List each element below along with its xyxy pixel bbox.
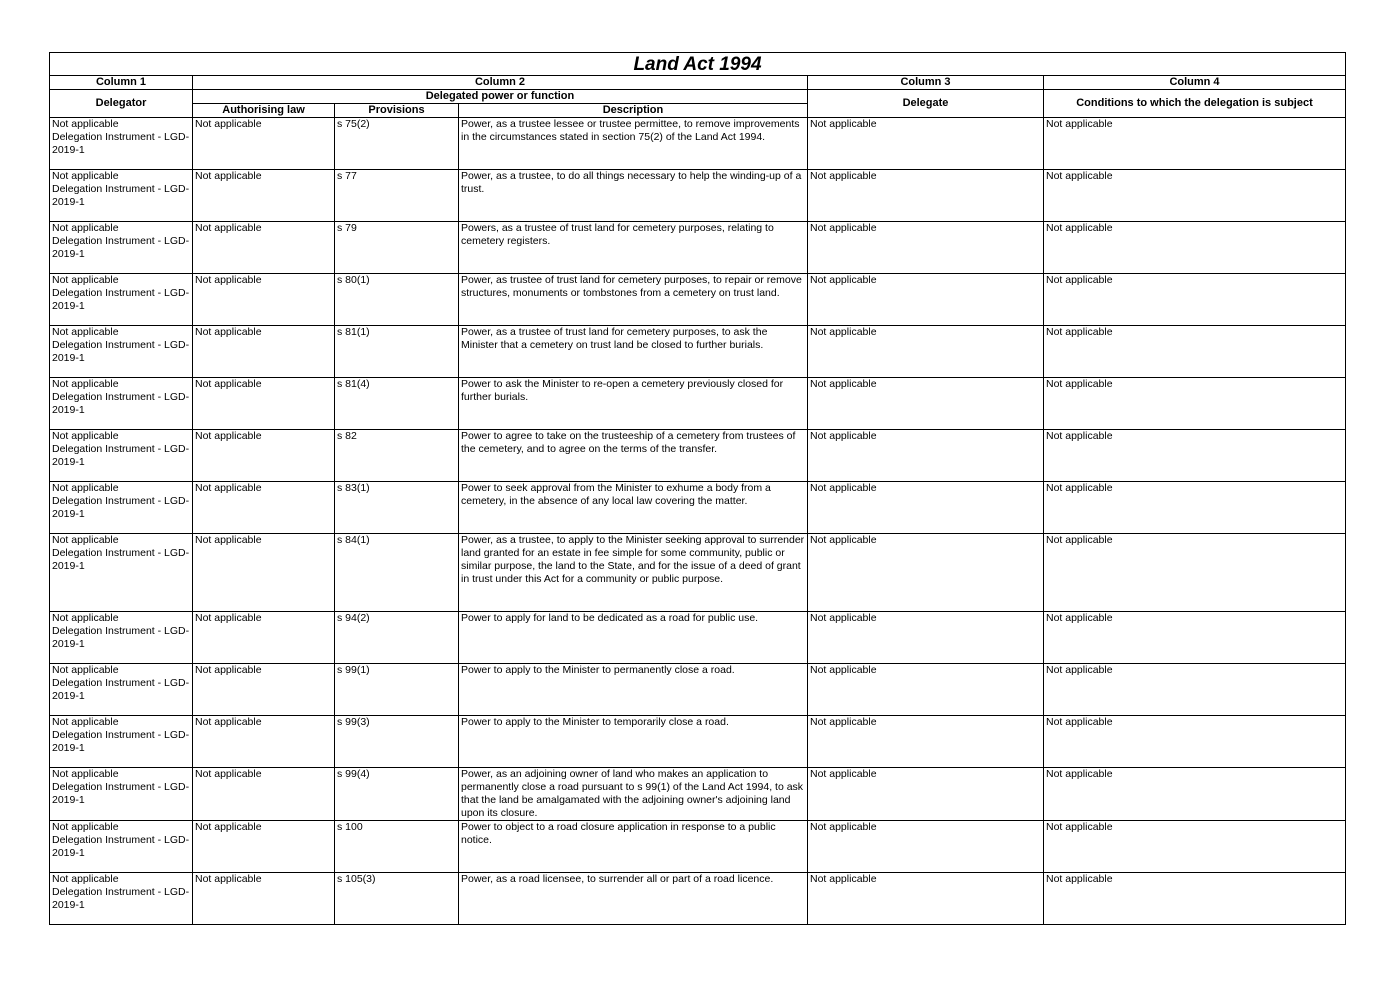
conditions-cell: Not applicable: [1044, 326, 1346, 378]
delegator-cell: Not applicable Delegation Instrument - LGD- 2019-1: [50, 430, 193, 482]
table-row: [50, 118, 1346, 170]
delegator-cell: Not applicable Delegation Instrument - LGD- 2019-1: [50, 274, 193, 326]
conditions-header: Conditions to which the delegation is subject: [1044, 90, 1346, 118]
delegate-header: Delegate: [808, 90, 1044, 118]
provision-cell: s 79: [335, 222, 459, 274]
authorising-law-cell: Not applicable: [193, 222, 335, 274]
table-row: [50, 664, 1346, 716]
delegate-cell: Not applicable: [808, 821, 1044, 873]
table-row: [50, 612, 1346, 664]
description-cell: Power to ask the Minister to re-open a cemetery previously closed for further burials.: [459, 378, 808, 430]
table-row: [50, 274, 1346, 326]
table-row: [50, 716, 1346, 768]
delegator-cell: Not applicable Delegation Instrument - LGD- 2019-1: [50, 768, 193, 821]
delegated-power-header: Delegated power or function: [193, 90, 808, 104]
description-cell: Power, as a trustee, to do all things necessary to help the winding-up of a trust.: [459, 170, 808, 222]
description-cell: Power to apply for land to be dedicated as a road for public use.: [459, 612, 808, 664]
column-title-row: [50, 90, 1346, 104]
column2-header: Column 2: [193, 76, 808, 90]
provision-cell: s 84(1): [335, 534, 459, 612]
conditions-cell: Not applicable: [1044, 482, 1346, 534]
conditions-cell: Not applicable: [1044, 430, 1346, 482]
authorising-law-cell: Not applicable: [193, 664, 335, 716]
description-cell: Power to apply to the Minister to permanently close a road.: [459, 664, 808, 716]
delegate-cell: Not applicable: [808, 482, 1044, 534]
delegator-cell: Not applicable Delegation Instrument - LGD- 2019-1: [50, 378, 193, 430]
delegator-cell: Not applicable Delegation Instrument - LGD- 2019-1: [50, 222, 193, 274]
description-header: Description: [459, 104, 808, 118]
conditions-cell: Not applicable: [1044, 768, 1346, 821]
conditions-cell: Not applicable: [1044, 170, 1346, 222]
authorising-law-cell: Not applicable: [193, 430, 335, 482]
provision-cell: s 99(1): [335, 664, 459, 716]
authorising-law-cell: Not applicable: [193, 118, 335, 170]
column4-header: Column 4: [1044, 76, 1346, 90]
table-row: [50, 768, 1346, 821]
delegator-cell: Not applicable Delegation Instrument - LGD- 2019-1: [50, 534, 193, 612]
provision-cell: s 99(3): [335, 716, 459, 768]
conditions-cell: Not applicable: [1044, 534, 1346, 612]
authorising-law-cell: Not applicable: [193, 482, 335, 534]
authorising-law-cell: Not applicable: [193, 378, 335, 430]
authorising-law-cell: Not applicable: [193, 326, 335, 378]
table-row: [50, 821, 1346, 873]
description-cell: Power, as a trustee of trust land for cemetery purposes, to ask the Minister that a cemetery on trust land be closed to further burials.: [459, 326, 808, 378]
delegate-cell: Not applicable: [808, 222, 1044, 274]
provision-cell: s 94(2): [335, 612, 459, 664]
provision-cell: s 83(1): [335, 482, 459, 534]
description-cell: Powers, as a trustee of trust land for cemetery purposes, relating to cemetery registers.: [459, 222, 808, 274]
table-row: [50, 378, 1346, 430]
provision-cell: s 81(4): [335, 378, 459, 430]
delegator-cell: Not applicable Delegation Instrument - LGD- 2019-1: [50, 821, 193, 873]
conditions-cell: Not applicable: [1044, 664, 1346, 716]
description-cell: Power, as trustee of trust land for cemetery purposes, to repair or remove structures, monuments or tombstones from a cemetery on trust land.: [459, 274, 808, 326]
description-cell: Power, as a trustee, to apply to the Minister seeking approval to surrender land granted for an estate in fee simple for some community, public or similar purpose, the land to the State, and for the issue of a deed of grant in trust under this Act for a community or public purpose.: [459, 534, 808, 612]
delegator-cell: Not applicable Delegation Instrument - LGD- 2019-1: [50, 612, 193, 664]
delegate-cell: Not applicable: [808, 873, 1044, 925]
title-row: [50, 53, 1346, 76]
delegate-cell: Not applicable: [808, 378, 1044, 430]
column-number-row: [50, 76, 1346, 90]
authorising-law-cell: Not applicable: [193, 534, 335, 612]
provision-cell: s 105(3): [335, 873, 459, 925]
description-cell: Power to seek approval from the Minister to exhume a body from a cemetery, in the absence of any local law covering the matter.: [459, 482, 808, 534]
delegator-cell: Not applicable Delegation Instrument - LGD- 2019-1: [50, 118, 193, 170]
delegate-cell: Not applicable: [808, 716, 1044, 768]
delegator-header: Delegator: [50, 90, 193, 118]
delegate-cell: Not applicable: [808, 664, 1044, 716]
table-row: [50, 430, 1346, 482]
table-row: [50, 170, 1346, 222]
delegate-cell: Not applicable: [808, 170, 1044, 222]
conditions-cell: Not applicable: [1044, 222, 1346, 274]
delegate-cell: Not applicable: [808, 326, 1044, 378]
provision-cell: s 75(2): [335, 118, 459, 170]
delegate-cell: Not applicable: [808, 612, 1044, 664]
table-body: [50, 118, 1346, 925]
delegator-cell: Not applicable Delegation Instrument - LGD- 2019-1: [50, 170, 193, 222]
delegator-cell: Not applicable Delegation Instrument - LGD- 2019-1: [50, 716, 193, 768]
delegate-cell: Not applicable: [808, 430, 1044, 482]
provision-cell: s 77: [335, 170, 459, 222]
delegator-cell: Not applicable Delegation Instrument - LGD- 2019-1: [50, 873, 193, 925]
authorising-law-header: Authorising law: [193, 104, 335, 118]
provision-cell: s 80(1): [335, 274, 459, 326]
description-cell: Power to agree to take on the trusteeship of a cemetery from trustees of the cemetery, and to agree on the terms of the transfer.: [459, 430, 808, 482]
conditions-cell: Not applicable: [1044, 274, 1346, 326]
column1-header: Column 1: [50, 76, 193, 90]
table-row: [50, 534, 1346, 612]
authorising-law-cell: Not applicable: [193, 821, 335, 873]
table-row: [50, 222, 1346, 274]
description-cell: Power, as a road licensee, to surrender all or part of a road licence.: [459, 873, 808, 925]
provision-cell: s 100: [335, 821, 459, 873]
delegate-cell: Not applicable: [808, 534, 1044, 612]
authorising-law-cell: Not applicable: [193, 170, 335, 222]
conditions-cell: Not applicable: [1044, 612, 1346, 664]
authorising-law-cell: Not applicable: [193, 716, 335, 768]
authorising-law-cell: Not applicable: [193, 612, 335, 664]
delegate-cell: Not applicable: [808, 118, 1044, 170]
table-row: [50, 482, 1346, 534]
delegator-cell: Not applicable Delegation Instrument - LGD- 2019-1: [50, 482, 193, 534]
delegation-table: [49, 52, 1346, 925]
provision-cell: s 99(4): [335, 768, 459, 821]
description-cell: Power to object to a road closure application in response to a public notice.: [459, 821, 808, 873]
delegate-cell: Not applicable: [808, 274, 1044, 326]
provision-cell: s 82: [335, 430, 459, 482]
conditions-cell: Not applicable: [1044, 716, 1346, 768]
authorising-law-cell: Not applicable: [193, 768, 335, 821]
delegator-cell: Not applicable Delegation Instrument - LGD- 2019-1: [50, 664, 193, 716]
conditions-cell: Not applicable: [1044, 873, 1346, 925]
provision-cell: s 81(1): [335, 326, 459, 378]
authorising-law-cell: Not applicable: [193, 274, 335, 326]
delegate-cell: Not applicable: [808, 768, 1044, 821]
conditions-cell: Not applicable: [1044, 378, 1346, 430]
description-cell: Power, as a trustee lessee or trustee permittee, to remove improvements in the circumstances stated in section 75(2) of the Land Act 1994.: [459, 118, 808, 170]
provisions-header: Provisions: [335, 104, 459, 118]
table-row: [50, 873, 1346, 925]
column3-header: Column 3: [808, 76, 1044, 90]
conditions-cell: Not applicable: [1044, 118, 1346, 170]
conditions-cell: Not applicable: [1044, 821, 1346, 873]
description-cell: Power to apply to the Minister to temporarily close a road.: [459, 716, 808, 768]
table-row: [50, 326, 1346, 378]
document-title: Land Act 1994: [50, 53, 1346, 76]
delegator-cell: Not applicable Delegation Instrument - LGD- 2019-1: [50, 326, 193, 378]
description-cell: Power, as an adjoining owner of land who makes an application to permanently close a road pursuant to s 99(1) of the Land Act 1994, to ask that the land be amalgamated with the adjoining owner's adjoining land upon its closure.: [459, 768, 808, 821]
authorising-law-cell: Not applicable: [193, 873, 335, 925]
